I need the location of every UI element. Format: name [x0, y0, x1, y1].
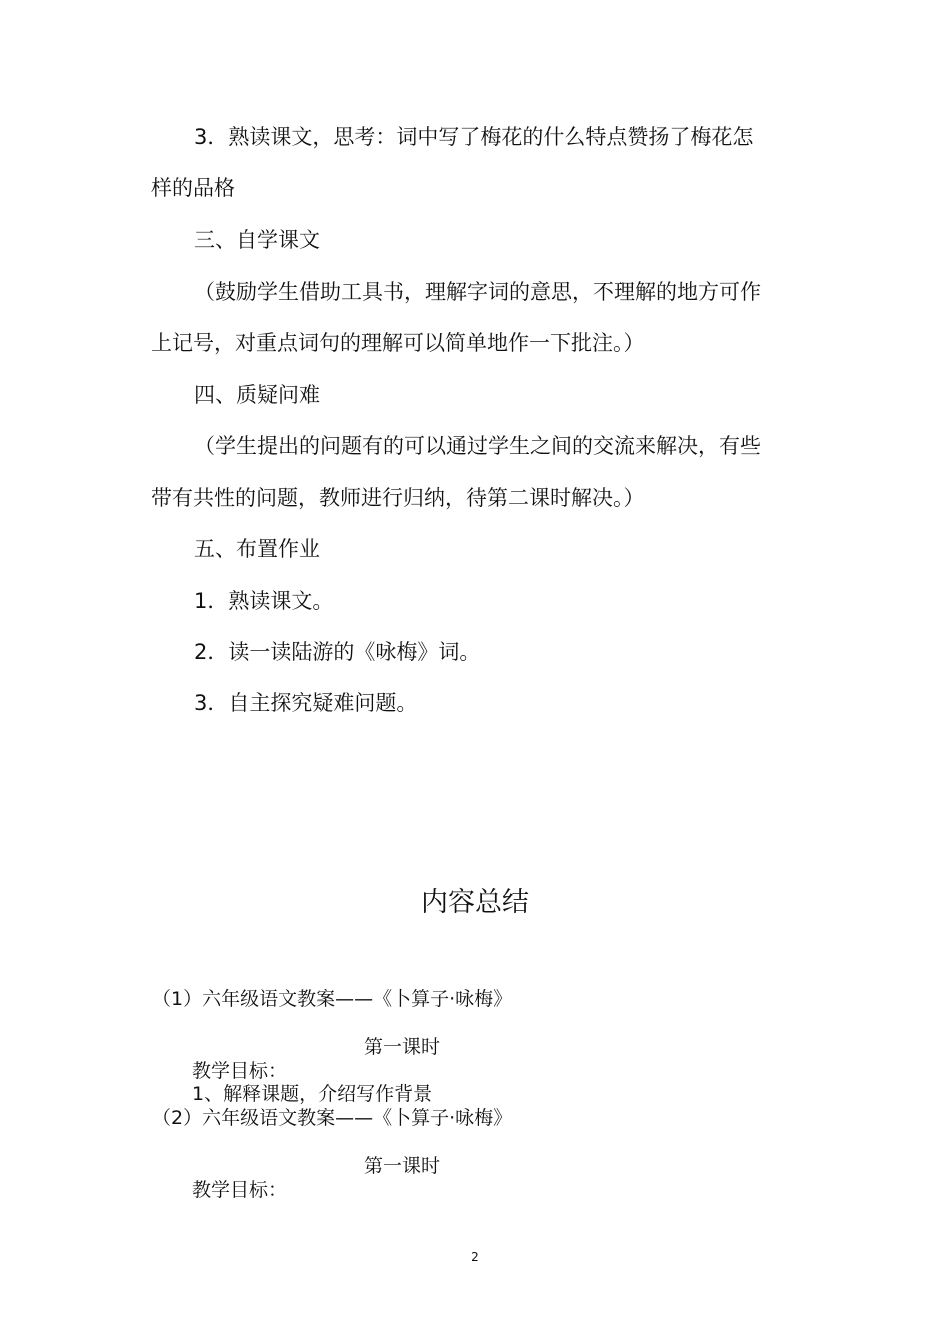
body-line-questions-note-cont: 带有共性的问题，教师进行归纳，待第二课时解决。） — [151, 486, 645, 510]
homework-item-1: 1．熟读课文。 — [194, 589, 334, 613]
body-line-questions-note: （学生提出的问题有的可以通过学生之间的交流来解决，有些 — [194, 434, 761, 458]
summary-item-2-title: （2）六年级语文教案——《卜算子·咏梅》 — [152, 1107, 513, 1129]
body-line-task-3: 3．熟读课文，思考：词中写了梅花的什么特点赞扬了梅花怎 — [194, 125, 754, 149]
summary-item-1-objectives: 教学目标： — [192, 1060, 288, 1082]
body-line-self-study-note: （鼓励学生借助工具书，理解字词的意思，不理解的地方可作 — [194, 280, 761, 304]
summary-item-1-objective-1: 1、解释课题，介绍写作背景 — [192, 1083, 433, 1105]
summary-item-2-objectives: 教学目标： — [192, 1179, 288, 1201]
body-line-self-study-note-cont: 上记号，对重点词句的理解可以简单地作一下批注。） — [151, 331, 645, 355]
summary-item-1-lesson: 第一课时 — [364, 1036, 441, 1058]
summary-item-2-lesson: 第一课时 — [364, 1155, 441, 1177]
section-heading-questions: 四、质疑问难 — [194, 383, 320, 407]
section-heading-homework: 五、布置作业 — [194, 537, 320, 561]
body-line-task-3-cont: 样的品格 — [151, 176, 235, 200]
summary-item-1-title: （1）六年级语文教案——《卜算子·咏梅》 — [152, 988, 513, 1010]
homework-item-3: 3．自主探究疑难问题。 — [194, 691, 418, 715]
homework-item-2: 2．读一读陆游的《咏梅》词。 — [194, 640, 481, 664]
page-number: 2 — [471, 1250, 479, 1264]
section-heading-self-study: 三、自学课文 — [194, 228, 320, 252]
summary-title: 内容总结 — [421, 887, 529, 918]
